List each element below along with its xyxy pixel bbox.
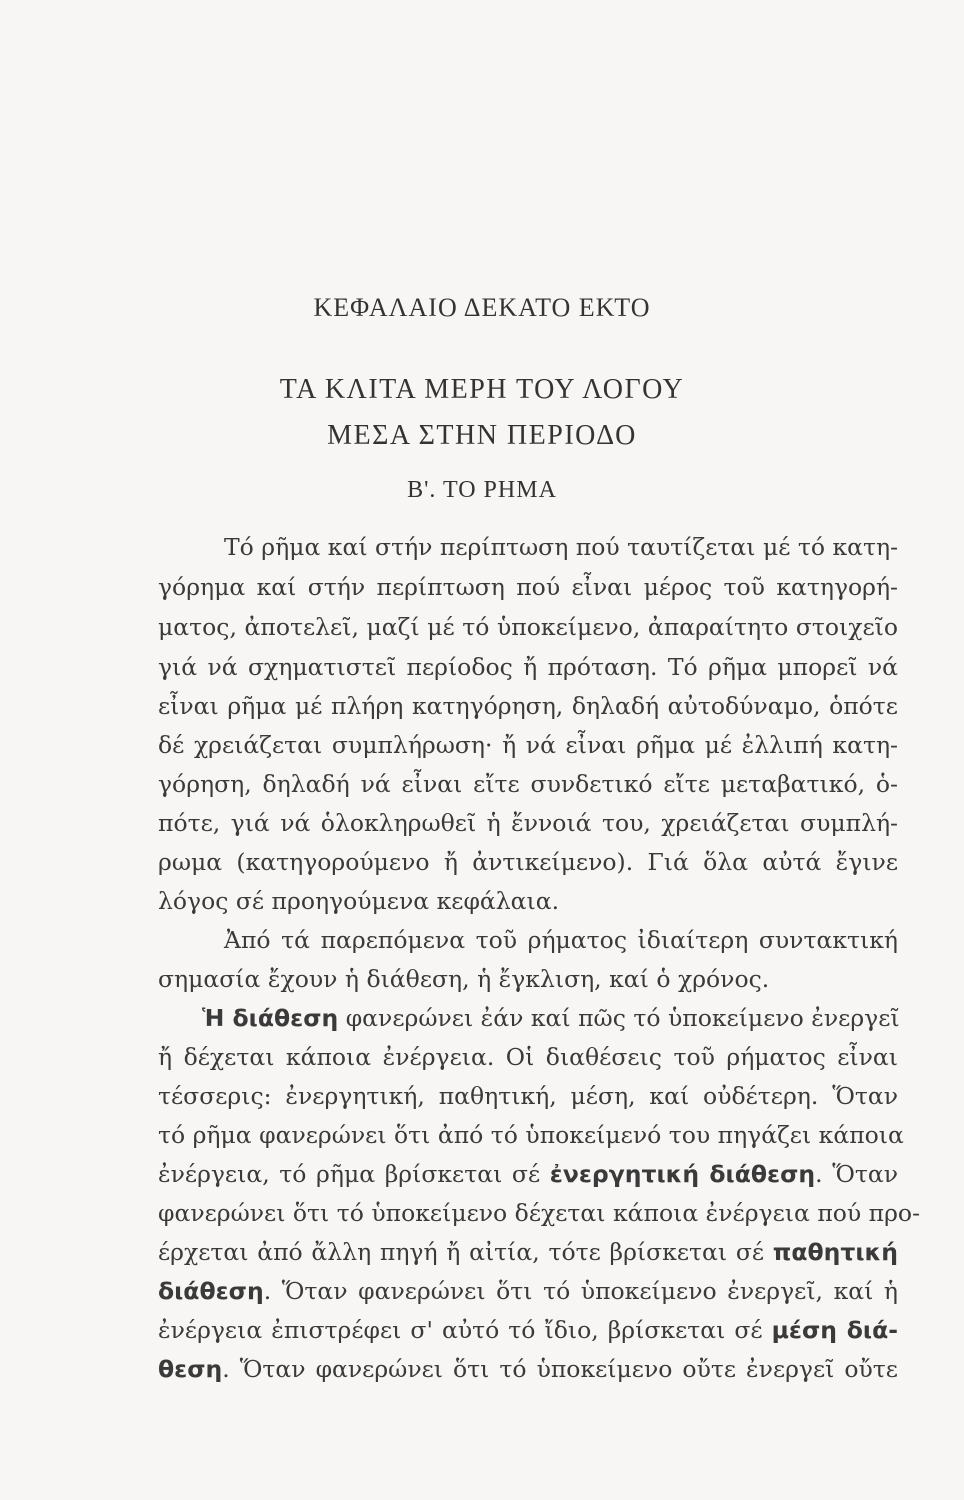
term-mesi: μέση διά- xyxy=(771,1316,898,1344)
term-thesi: θεση xyxy=(158,1355,223,1383)
paragraph-3-line: διάθεση. Ὅταν φανερώνει ὅτι τό ὑποκείμενο ἐνεργεῖ, καί ἡ xyxy=(158,1277,898,1305)
chapter-label: ΚΕΦΑΛΑΙΟ ΔΕΚΑΤΟ ΕΚΤΟ xyxy=(313,293,651,322)
term-pathitiki: παθητική xyxy=(772,1238,898,1266)
section-title: Β'. ΤΟ ΡΗΜΑ xyxy=(407,477,557,503)
paragraph-1-line: λόγος σέ προηγούμενα κεφάλαια. xyxy=(158,887,560,915)
paragraph-3-line: ἤ δέχεται κάποια ἐνέργεια. Οἱ διαθέσεις τοῦ ρήματος εἶναι xyxy=(158,1043,898,1071)
paragraph-3-line: Ἡ διάθεση φανερώνει ἐάν καί πῶς τό ὑποκείμενο ἐνεργεῖ xyxy=(202,1004,900,1032)
paragraph-1-line: γόρημα καί στήν περίπτωση πού εἶναι μέρος τοῦ κατηγορή- xyxy=(158,573,898,601)
term-energitiki: ἐνεργητική διάθεση xyxy=(549,1160,816,1188)
paragraph-1-line: δέ χρειάζεται συμπλήρωση· ἤ νά εἶναι ρῆμα μέ ἐλλιπή κατη- xyxy=(158,731,898,759)
paragraph-3-line: τέσσερις: ἐνεργητική, παθητική, μέση, καί οὐδέτερη. Ὅταν xyxy=(158,1082,898,1110)
paragraph-1-line: γιά νά σχηματιστεῖ περίοδος ἤ πρόταση. Τό ρῆμα μπορεῖ νά xyxy=(158,653,898,681)
paragraph-3-line: ἐνέργεια, τό ρῆμα βρίσκεται σέ ἐνεργητική διάθεση. Ὅταν xyxy=(158,1160,899,1188)
paragraph-2-line: σημασία ἔχουν ἡ διάθεση, ἡ ἔγκλιση, καί ὁ χρόνος. xyxy=(158,965,770,993)
paragraph-3-line: τό ρῆμα φανερώνει ὅτι ἀπό τό ὑποκείμενό του πηγάζει κάποια xyxy=(158,1121,904,1149)
paragraph-3-line: ἐνέργεια ἐπιστρέφει σ' αὐτό τό ἴδιο, βρίσκεται σέ μέση διά- xyxy=(158,1316,898,1344)
paragraph-1-line: ρωμα (κατηγορούμενο ἤ ἀντικείμενο). Γιά ὅλα αὐτά ἔγινε xyxy=(158,848,898,876)
chapter-title-line-2: ΜΕΣΑ ΣΤΗΝ ΠΕΡΙΟΔΟ xyxy=(327,420,637,451)
chapter-title-line-1: ΤΑ ΚΛΙΤΑ ΜΕΡΗ ΤΟΥ ΛΟΓΟΥ xyxy=(279,374,685,405)
paragraph-1-line: εἶναι ρῆμα μέ πλήρη κατηγόρηση, δηλαδή αὐτοδύναμο, ὁπότε xyxy=(158,692,898,720)
paragraph-1-line: Τό ρῆμα καί στήν περίπτωση πού ταυτίζεται μέ τό κατη- xyxy=(224,533,899,561)
paragraph-3-line: φανερώνει ὅτι τό ὑποκείμενο δέχεται κάποια ἐνέργεια πού προ- xyxy=(158,1199,921,1227)
paragraph-1-line: γόρηση, δηλαδή νά εἶναι εἴτε συνδετικό εἴτε μεταβατικό, ὁ- xyxy=(158,770,898,798)
paragraph-2-line: Ἀπό τά παρεπόμενα τοῦ ρήματος ἰδιαίτερη συντακτική xyxy=(224,926,898,954)
paragraph-1-line: πότε, γιά νά ὁλοκληρωθεῖ ἡ ἔννοιά του, χρειάζεται συμπλή- xyxy=(158,809,898,837)
paragraph-3-line: θεση. Ὅταν φανερώνει ὅτι τό ὑποκείμενο οὔτε ἐνεργεῖ οὔτε xyxy=(158,1355,898,1383)
term-diathesi: Ἡ διάθεση xyxy=(202,1004,339,1032)
paragraph-3-line: έρχεται ἀπό ἄλλη πηγή ἤ αἰτία, τότε βρίσκεται σέ παθητική xyxy=(158,1238,898,1266)
paragraph-1-line: ματος, ἀποτελεῖ, μαζί μέ τό ὑποκείμενο, ἀπαραίτητο στοιχεῖο xyxy=(158,613,898,641)
term-diathesi-2: διάθεση xyxy=(158,1277,264,1305)
